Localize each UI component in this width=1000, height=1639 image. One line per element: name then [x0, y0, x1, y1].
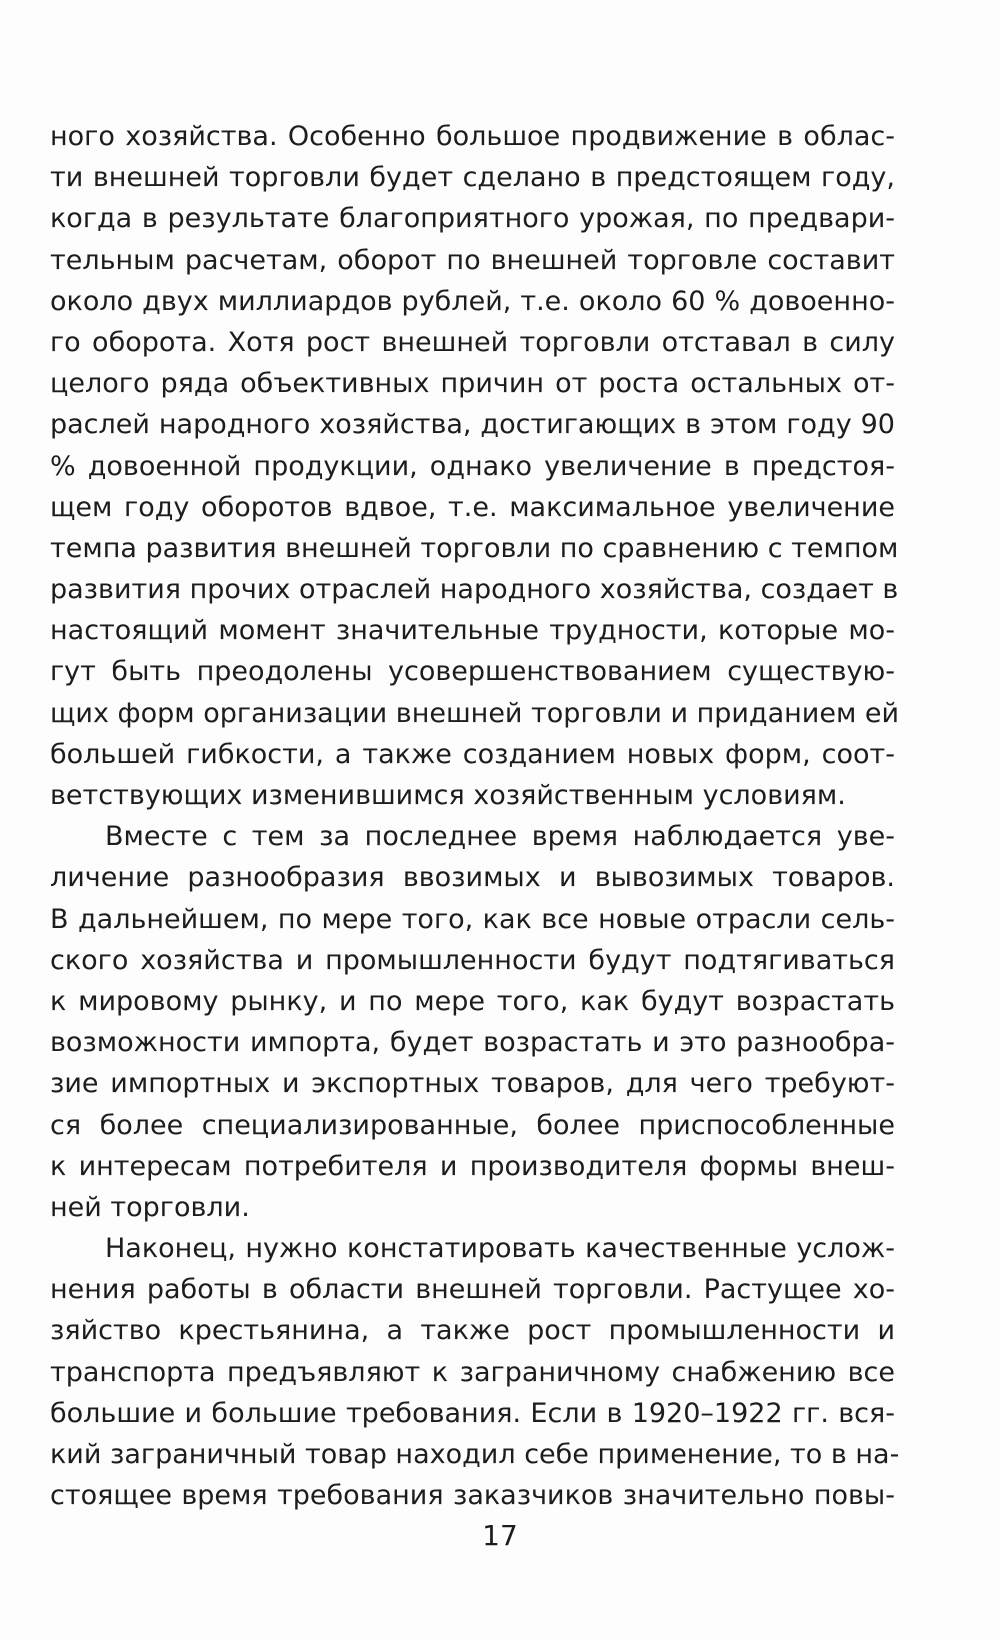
- text-line: ней торговли.: [50, 1191, 250, 1223]
- text-line: тельным расчетам, оборот по внешней торговле составит: [50, 244, 895, 276]
- text-line: Наконец, нужно констатировать качественные услож-: [105, 1233, 895, 1265]
- text-line: к интересам потребителя и производителя формы внеш-: [50, 1150, 895, 1182]
- paragraph-2: [50, 816, 895, 1228]
- text-line: развития прочих отраслей народного хозяйства, создает в: [50, 574, 899, 606]
- paragraph-3: [50, 1228, 900, 1516]
- text-line: В дальнейшем, по мере того, как все новые отрасли сель-: [50, 903, 895, 935]
- text-line: щем году оборотов вдвое, т.е. максимальное увеличение: [50, 491, 895, 523]
- text-line: ветствующих изменившимся хозяйственным условиям.: [50, 780, 846, 811]
- text-line: Вместе с тем за последнее время наблюдается уве-: [105, 821, 895, 853]
- text-line: настоящий момент значительные трудности, которые мо-: [50, 615, 895, 647]
- text-line: возможности импорта, будет возрастать и это разнообра-: [50, 1027, 895, 1059]
- text-line: ся более специализированные, более приспособленные: [50, 1109, 895, 1141]
- text-line: нения работы в области внешней торговли. Растущее хо-: [50, 1274, 895, 1306]
- text-line: целого ряда объективных причин от роста остальных от-: [50, 368, 895, 400]
- text-line: стоящее время требования заказчиков значительно повы-: [50, 1480, 895, 1512]
- text-line: щих форм организации внешней торговли и приданием ей: [50, 697, 900, 729]
- text-line: большие и большие требования. Если в 1920–1922 гг. вся-: [50, 1397, 895, 1429]
- text-line: ти внешней торговли будет сделано в предстоящем году,: [50, 162, 895, 194]
- page-number: 17: [482, 1519, 518, 1552]
- text-line: транспорта предъявляют к заграничному снабжению все: [50, 1356, 895, 1388]
- body-text: [50, 116, 900, 1516]
- text-line: зие импортных и экспортных товаров, для чего требуют-: [50, 1068, 895, 1100]
- text-line: зяйство крестьянина, а также рост промышленности и: [50, 1315, 895, 1347]
- text-line: личение разнообразия ввозимых и вывозимых товаров.: [50, 862, 895, 894]
- text-line: к мировому рынку, и по мере того, как будут возрастать: [50, 985, 895, 1017]
- text-line: раслей народного хозяйства, достигающих в этом году 90: [50, 409, 895, 441]
- text-line: го оборота. Хотя рост внешней торговли отставал в силу: [50, 326, 895, 358]
- text-line: когда в результате благоприятного урожая, по предвари-: [50, 203, 895, 235]
- paragraph-1: [50, 116, 900, 816]
- text-line: % довоенной продукции, однако увеличение в предстоя-: [50, 450, 895, 482]
- text-line: большей гибкости, а также созданием новых форм, соот-: [50, 738, 895, 770]
- text-line: ного хозяйства. Особенно большое продвижение в облас-: [50, 121, 895, 152]
- text-line: темпа развития внешней торговли по сравнению с темпом: [50, 532, 899, 564]
- text-line: гут быть преодолены усовершенствованием существую-: [50, 656, 895, 688]
- text-line: кий заграничный товар находил себе применение, то в на-: [50, 1439, 900, 1470]
- text-line: около двух миллиардов рублей, т.е. около 60 % довоенно-: [50, 285, 895, 317]
- text-line: ского хозяйства и промышленности будут подтягиваться: [50, 944, 895, 976]
